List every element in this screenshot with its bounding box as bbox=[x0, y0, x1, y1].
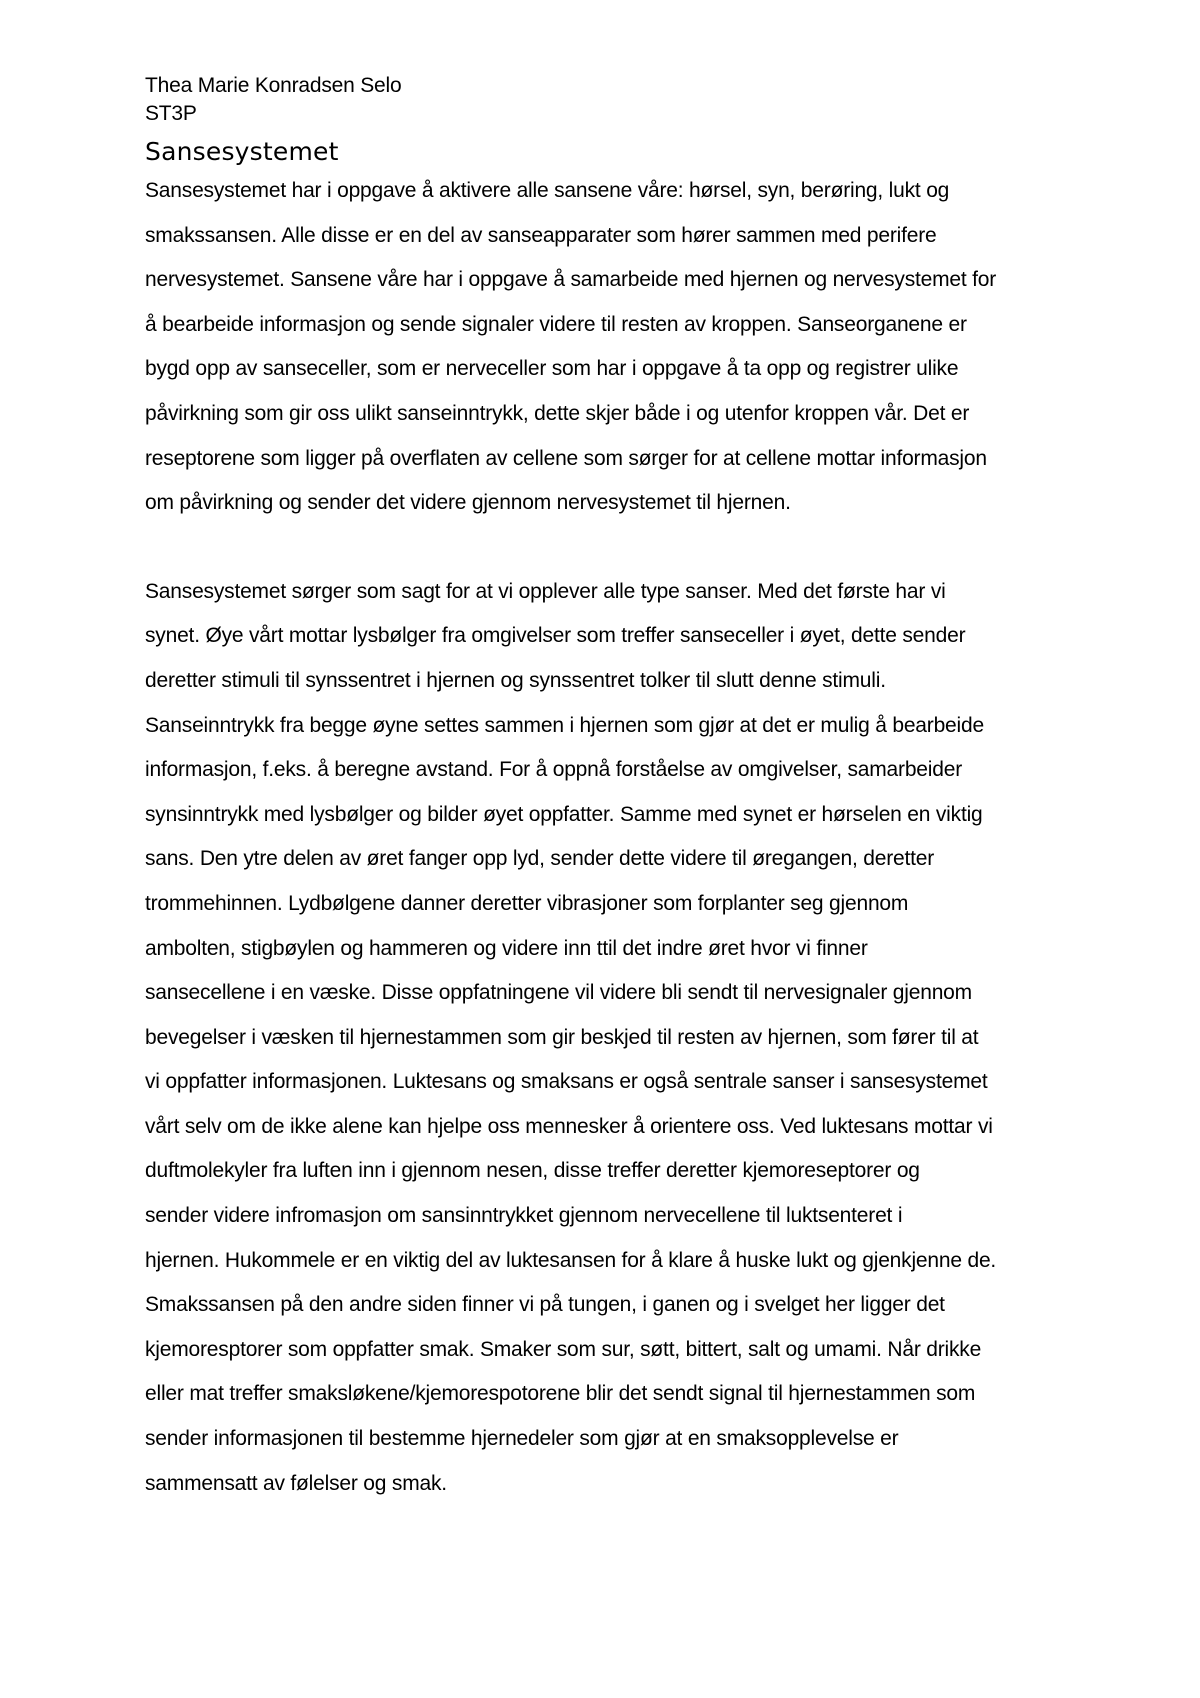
text-line: kjemoresptorer som oppfatter smak. Smaker som sur, søtt, bittert, salt og umami. Når drikke bbox=[145, 1337, 982, 1361]
text-line: bygd opp av sanseceller, som er nerveceller som har i oppgave å ta opp og registrer ulike bbox=[145, 357, 959, 381]
text-line: sans. Den ytre delen av øret fanger opp lyd, sender dette videre til øregangen, deretter bbox=[145, 847, 935, 871]
text-line: ambolten, stigbøylen og hammeren og videre inn ttil det indre øret hvor vi finner bbox=[145, 936, 868, 960]
text-line: bevegelser i væsken til hjernestammen som gir beskjed til resten av hjernen, som fører til at bbox=[145, 1025, 979, 1049]
text-line: om påvirkning og sender det videre gjennom nervesystemet til hjernen. bbox=[145, 491, 791, 515]
text-line: eller mat treffer smaksløkene/kjemorespotorene blir det sendt signal til hjernestammen som bbox=[145, 1382, 976, 1406]
text-line: sansecellene i en væske. Disse oppfatningene vil videre bli sendt til nervesignaler gjennom bbox=[145, 981, 972, 1005]
text-line: påvirkning som gir oss ulikt sanseinntrykk, dette skjer både i og utenfor kroppen vår. Det er bbox=[145, 401, 970, 425]
text-line: sender informasjonen til bestemme hjernedeler som gjør at en smaksopplevelse er bbox=[145, 1427, 899, 1451]
text-line: trommehinnen. Lydbølgene danner deretter vibrasjoner som forplanter seg gjennom bbox=[145, 891, 909, 915]
document-title: Sansesystemet bbox=[145, 137, 339, 166]
text-line: Smakssansen på den andre siden finner vi på tungen, i ganen og i svelget her ligger det bbox=[145, 1293, 945, 1317]
text-line: vårt selv om de ikke alene kan hjelpe oss mennesker å orientere oss. Ved luktesans mottar vi bbox=[145, 1114, 993, 1138]
paragraph-1 bbox=[145, 169, 1075, 526]
text-line: sender videre infromasjon om sansinntrykket gjennom nervecellene til luktsenteret i bbox=[145, 1204, 903, 1228]
text-line: hjernen. Hukommele er en viktig del av luktesansen for å klare å huske lukt og gjenkjenne de. bbox=[145, 1248, 997, 1272]
paragraph-2 bbox=[145, 570, 1075, 1506]
text-line: Sanseinntrykk fra begge øyne settes sammen i hjernen som gjør at det er mulig å bearbeide bbox=[145, 713, 984, 737]
text-line: deretter stimuli til synssentret i hjernen og synssentret tolker til slutt denne stimuli. bbox=[145, 668, 886, 692]
text-line: Sansesystemet har i oppgave å aktivere alle sansene våre: hørsel, syn, berøring, lukt og bbox=[145, 179, 950, 202]
text-line: Sansesystemet sørger som sagt for at vi opplever alle type sanser. Med det første har vi bbox=[145, 579, 946, 603]
text-line: å bearbeide informasjon og sende signaler videre til resten av kroppen. Sanseorganene er bbox=[145, 312, 967, 336]
author-name: Thea Marie Konradsen Selo bbox=[145, 74, 402, 97]
paragraph-spacer bbox=[145, 526, 1075, 570]
text-line: vi oppfatter informasjonen. Luktesans og smaksans er også sentrale sanser i sansesystemet bbox=[145, 1070, 988, 1094]
text-line: informasjon, f.eks. å beregne avstand. For å oppnå forståelse av omgivelser, samarbeider bbox=[145, 758, 963, 782]
text-line: sammensatt av følelser og smak. bbox=[145, 1471, 447, 1495]
document-content bbox=[145, 72, 1075, 1506]
text-line: nervesystemet. Sansene våre har i oppgave å samarbeide med hjernen og nervesystemet for bbox=[145, 268, 997, 292]
text-line: synsinntrykk med lysbølger og bilder øyet oppfatter. Samme med synet er hørselen en viktig bbox=[145, 802, 983, 826]
text-line: smakssansen. Alle disse er en del av sanseapparater som hører sammen med perifere bbox=[145, 223, 937, 247]
class-code: ST3P bbox=[145, 102, 197, 125]
text-line: reseptorene som ligger på overflaten av cellene som sørger for at cellene mottar informasjon bbox=[145, 446, 987, 470]
text-line: synet. Øye vårt mottar lysbølger fra omgivelser som treffer sanseceller i øyet, dette sender bbox=[145, 624, 966, 648]
text-line: duftmolekyler fra luften inn i gjennom nesen, disse treffer deretter kjemoreseptorer og bbox=[145, 1159, 920, 1183]
